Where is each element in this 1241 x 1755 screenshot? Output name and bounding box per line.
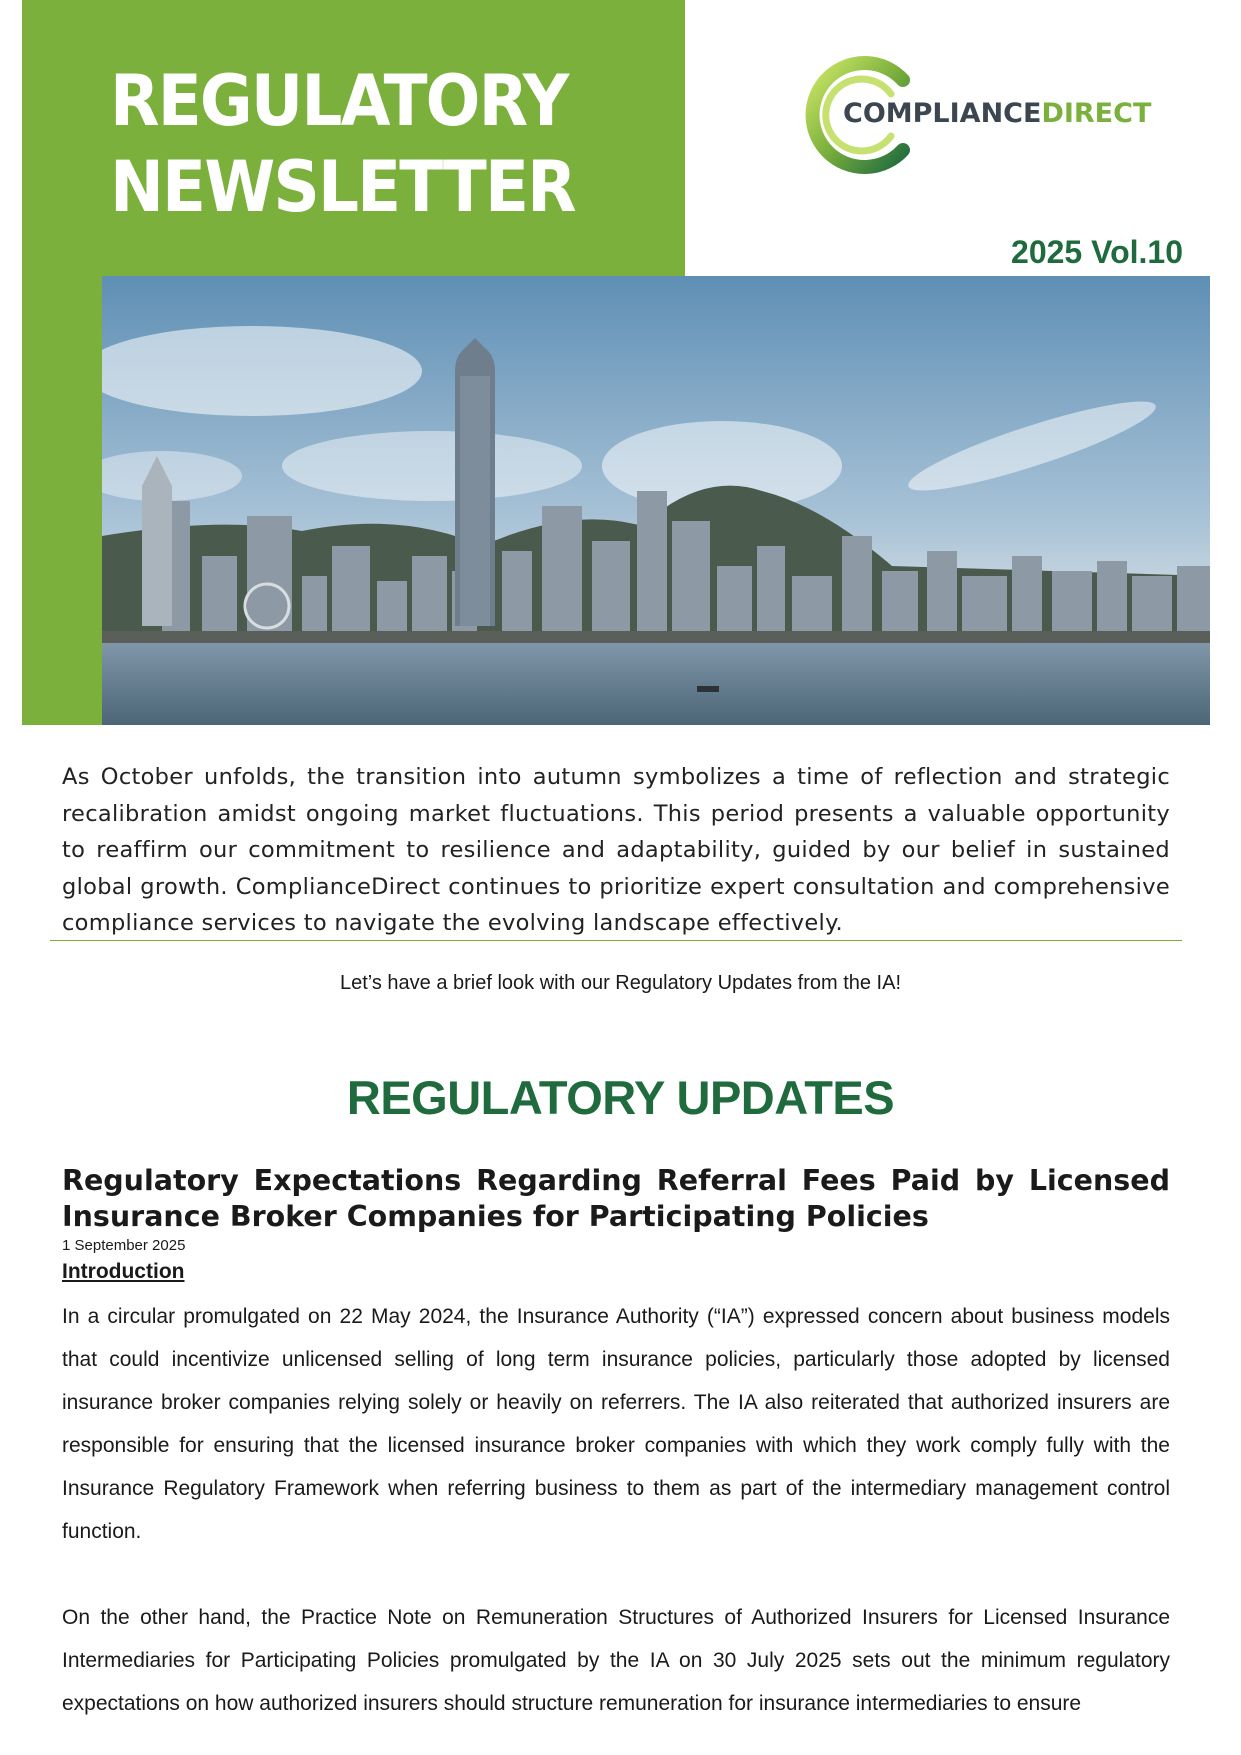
regulatory-updates-lead-in: Let’s have a brief look with our Regulatory Updates from the IA! <box>339 972 902 994</box>
intro-paragraph: As October unfolds, the transition into autumn symbolizes a time of reflection and strategic recalibration amidst ongoing market fluctuations. This period presents a valuable opportunity to reaffirm our commitment to resilience and adaptability, guided by our belief in sustained global growth. ComplianceDirect continues to prioritize expert consultation and comprehensive compliance services to navigate the evolving landscape effectively. <box>62 764 1170 936</box>
newsletter-title-line1: REGULATORY <box>110 60 568 142</box>
logo-wordmark-part1: COMPLIANCE <box>843 98 1042 129</box>
article-date: 1 September 2025 <box>62 1237 186 1254</box>
article-paragraph-1: In a circular promulgated on 22 May 2024, the Insurance Authority (“IA”) expressed concern about business models that could incentivize unlicensed selling of long term insurance policies, particularly those adopted by licensed insurance broker companies relying solely or heavily on referrers. The IA also reiterated that authorized insurers are responsible for ensuring that the licensed insurance broker companies with which they work comply fully with the Insurance Regulatory Framework when referring business to them as part of the intermediary management control function. <box>62 1305 1170 1543</box>
hero-skyline-image <box>102 276 1210 725</box>
skyline-photo-illustration <box>102 276 1210 725</box>
article-paragraph-2: On the other hand, the Practice Note on Remuneration Structures of Authorized Insurers for Licensed Insurance Intermediaries for Participating Policies promulgated by the IA on 30 July 2025 sets out the minimum regulatory expectations on how authorized insurers should structure remuneration for insurance intermediaries to ensure <box>62 1606 1170 1715</box>
article-subheading-introduction: Introduction <box>62 1260 185 1283</box>
newsletter-title <box>110 58 575 230</box>
logo-wordmark-part2: DIRECT <box>1041 98 1152 129</box>
intro-divider <box>50 940 1182 941</box>
section-heading-regulatory-updates: REGULATORY UPDATES <box>346 1071 895 1124</box>
logo-wordmark <box>843 98 1151 129</box>
compliancedirect-logo <box>795 50 1185 180</box>
article-title: Regulatory Expectations Regarding Referral Fees Paid by Licensed Insurance Broker Companies for Participating Policies <box>62 1164 1170 1233</box>
newsletter-title-line2: NEWSLETTER <box>110 146 575 228</box>
volume-label: 2025 Vol.10 <box>1011 234 1183 270</box>
